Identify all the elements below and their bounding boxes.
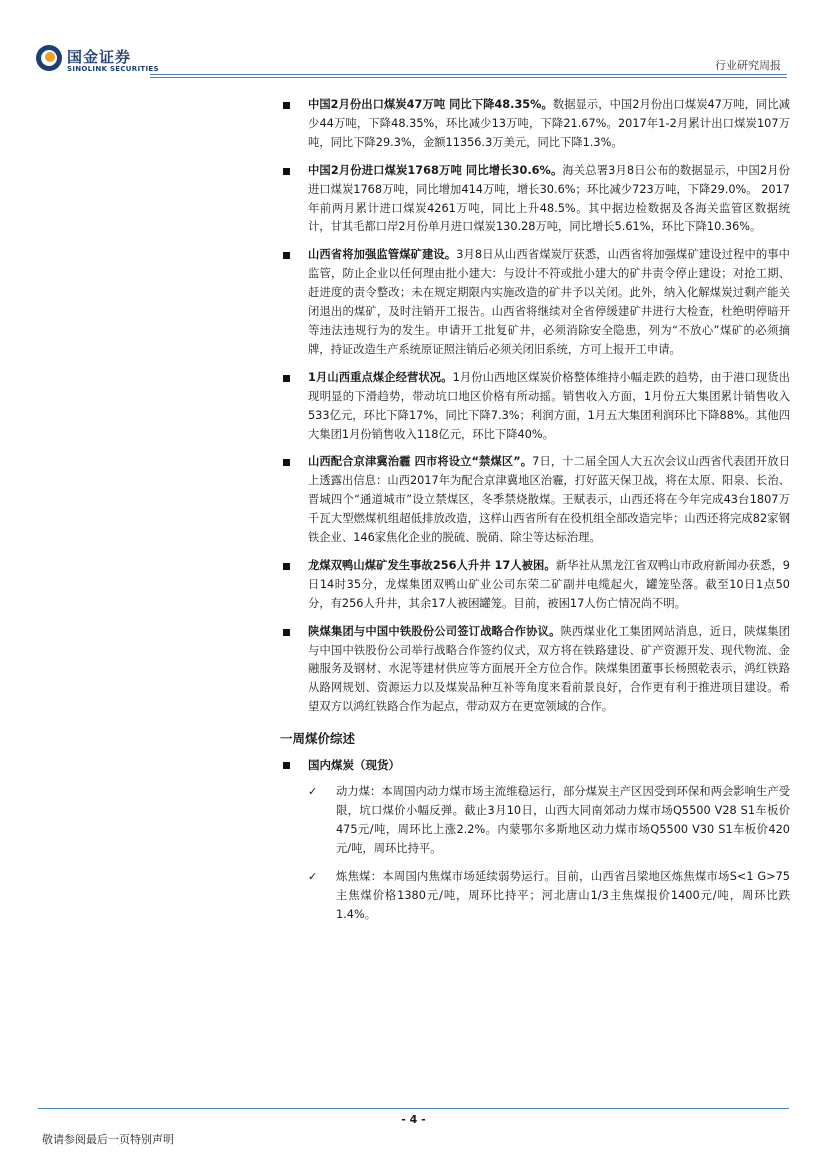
news-body: 1月份山西地区煤炭价格整体维持小幅走跌的趋势，由于港口现货出现明显的下滑趋势，带动坑口地区价格有所动摇。销售收入方面，1月份五大集团累计销售收入533亿元，环比下降17%，同比下降7.3%；利润方面，1月五大集团利润环比下降88%。其他四大集团1月份销售收入118亿元，环比下降40%。 [308, 370, 790, 441]
price-item [308, 783, 790, 859]
news-body: 海关总署3月8日公布的数据显示，中国2月份进口煤炭1768万吨，同比增加414万吨，增长30.6%；环比减少723万吨，下降29.0%。 2017年前两月累计进口煤炭4261万吨，同比上升48.5%。其中据边检数据及各海关监管区数据统计，甘其毛都口岸2月份单月进口煤炭130.28万吨，同比增长5.61%，环比下降10.36%。 [308, 163, 790, 234]
header-divider [150, 74, 787, 75]
report-type-label: 行业研究周报 [715, 59, 781, 72]
news-item [280, 623, 790, 718]
square-bullet-icon [283, 375, 290, 382]
news-item [280, 246, 790, 359]
square-bullet-icon [283, 459, 290, 466]
square-bullet-icon [283, 629, 290, 636]
company-logo [35, 44, 185, 78]
news-title: 龙煤双鸭山煤矿发生事故256人升井 17人被困。 [308, 558, 556, 572]
square-bullet-icon [283, 563, 290, 570]
square-bullet-icon [283, 168, 290, 175]
footer-divider [38, 1108, 789, 1109]
subsection-heading [280, 757, 790, 773]
square-bullet-icon [283, 102, 290, 109]
news-body: 3月8日从山西省煤炭厅获悉，山西省将加强煤矿建设过程中的事中监管，防止企业以任何理由批小建大：与设计不符或批小建大的矿井责令停止建设；对抢工期、赶进度的责令整改；未在规定期限内实施改造的矿井予以关闭。此外，纳入化解煤炭过剩产能关闭退出的煤矿，及时注销开工报告。山西省将继续对全省停缓建矿井进行大检查，杜绝明停暗开等违法违规行为的发生。申请开工批复矿井，必须消除安全隐患，列为“不放心”煤矿的必须摘牌，持证改造生产系统原证照注销后必须关闭旧系统，方可上报开工申请。 [308, 248, 790, 356]
subsection-heading-text: 国内煤炭（现货） [308, 758, 400, 773]
news-title: 1月山西重点煤企经营状况。 [308, 370, 453, 384]
square-bullet-icon [283, 762, 290, 769]
news-title: 山西配合京津冀治霾 四市将设立“禁煤区”。 [308, 455, 533, 469]
section-heading: 一周煤价综述 [280, 731, 356, 747]
news-item [280, 96, 790, 153]
page-number: - 4 - [401, 1113, 426, 1126]
checkmark-icon: ✓ [308, 869, 318, 883]
news-item [280, 453, 790, 548]
logo-text-en: SINOLINK SECURITIES [67, 65, 159, 73]
news-title: 陕煤集团与中国中铁股份公司签订战略合作协议。 [308, 624, 561, 638]
main-content [280, 96, 790, 934]
news-body: 新华社从黑龙江省双鸭山市政府新闻办获悉，9日14时35分，龙煤集团双鸭山矿业公司东荣二矿副井电缆起火，罐笼坠落。截至10日1点50分，有256人升井，其余17人被困罐笼。目前，被困17人伤亡情况尚不明。 [308, 558, 790, 610]
news-body: 数据显示，中国2月份出口煤炭47万吨，同比减少44万吨，下降48.35%，环比减少13万吨，下降21.67%。2017年1-2月累计出口煤炭107万吨，同比下降29.3%，金额11356.3万美元，同比下降1.3%。 [308, 98, 790, 149]
news-title: 中国2月份出口煤炭47万吨 同比下降48.35%。 [308, 98, 553, 111]
logo-text-cn: 国金证券 [67, 48, 132, 66]
price-item-text: 炼焦煤：本周国内焦煤市场延续弱势运行。目前，山西省吕梁地区炼焦煤市场S<1 G>75主焦煤价格1380元/吨，周环比持平；河北唐山1/3主焦煤报价1400元/吨，周环比跌1.4%。 [336, 869, 790, 921]
price-item [308, 868, 790, 925]
disclaimer-note: 敬请参阅最后一页特别声明 [42, 1133, 174, 1146]
news-body: 陕西煤业化工集团网站消息，近日，陕煤集团与中国中铁股份公司举行战略合作签约仪式，双方将在铁路建设、矿产资源开发、现代物流、金融服务及钢材、水泥等建材供应等方面展开全方位合作。陕煤集团董事长杨照乾表示，鸿红铁路从路网规划、资源运力以及煤炭品种互补等角度来看前景良好，合作更有利于推进项目建设。希望双方以鸿红铁路合作为起点，带动双方在更宽领域的合作。 [308, 624, 790, 714]
header-divider-secondary [150, 77, 787, 78]
logo-mark-icon [35, 44, 63, 72]
news-item [280, 557, 790, 614]
news-body: 7日，十二届全国人大五次会议山西省代表团开放日上透露出信息：山西2017年为配合京津冀地区治霾，打好蓝天保卫战，将在太原、阳泉、长治、晋城四个“通道城市”设立禁煤区，冬季禁烧散煤。王赋表示，山西还将在今年完成43台1807万千瓦大型燃煤机组超低排放改造，这样山西省所有在役机组全部改造完毕；山西还将完成82家钢铁企业、146家焦化企业的脱硫、脱硝、除尘等达标治理。 [308, 455, 790, 545]
page-header [0, 0, 827, 80]
square-bullet-icon [283, 252, 290, 259]
news-item [280, 369, 790, 445]
news-title: 中国2月份进口煤炭1768万吨 同比增长30.6%。 [308, 163, 563, 177]
price-item-text: 动力煤：本周国内动力煤市场主流维稳运行，部分煤炭主产区因受到环保和两会影响生产受限，坑口煤价小幅反弹。截止3月10日，山西大同南郊动力煤市场Q5500 V28 S1车板价475元/吨，周环比上涨2.2%。内蒙鄂尔多斯地区动力煤市场Q5500 V30 S1车板价420元/吨，周环比持平。 [336, 785, 790, 855]
news-title: 山西省将加强监管煤矿建设。 [308, 248, 457, 262]
news-item [280, 162, 790, 238]
checkmark-icon: ✓ [308, 785, 318, 799]
